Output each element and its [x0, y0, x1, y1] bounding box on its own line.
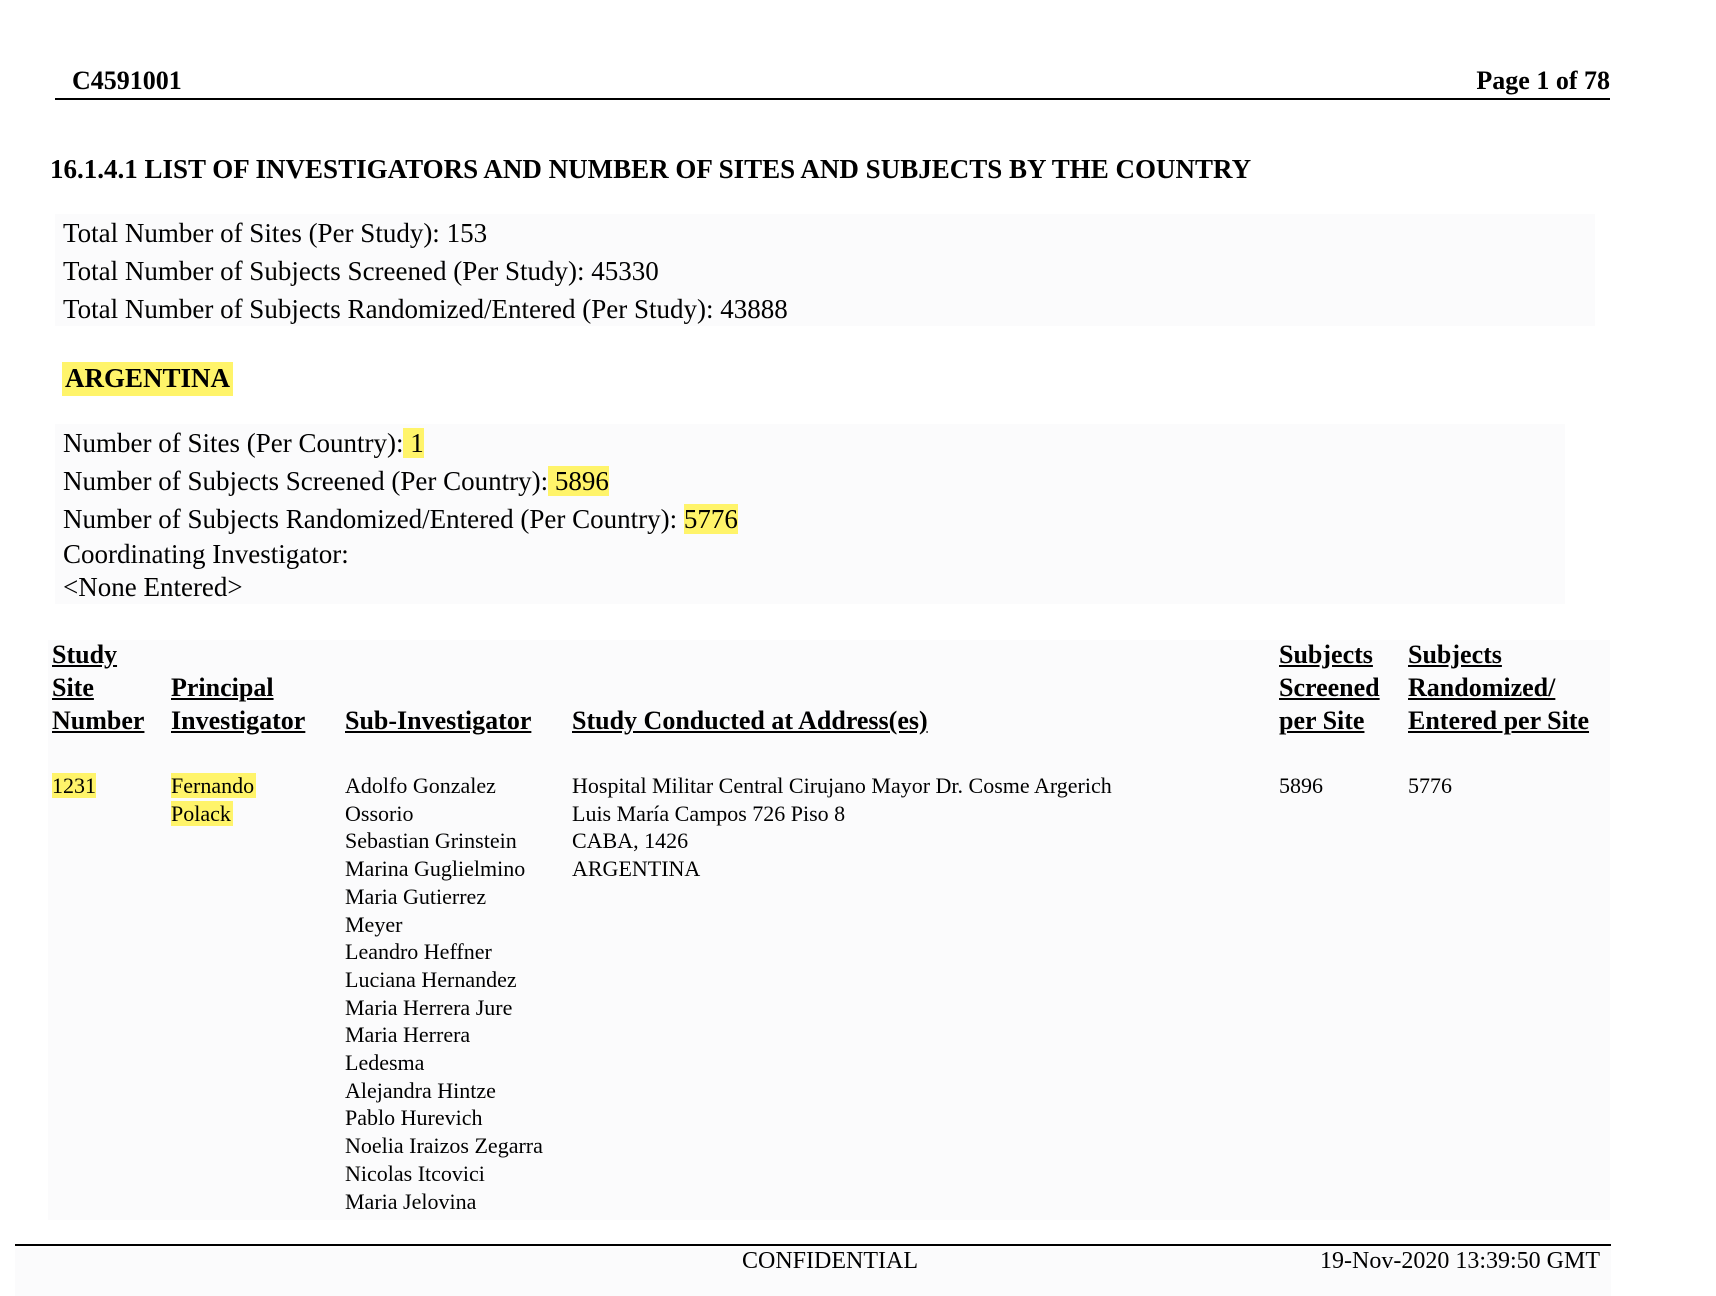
total-sites: Total Number of Sites (Per Study): 153 — [63, 218, 488, 248]
country-randomized-value: 5776 — [683, 504, 738, 534]
table-row-sub-investigators — [345, 772, 543, 1215]
country-screened — [55, 462, 1565, 500]
table-row-site-number: 1231 — [52, 773, 96, 798]
address-line: ARGENTINA — [572, 856, 701, 882]
sub-investigator-line: Sebastian Grinstein — [345, 828, 517, 854]
table-row-screened: 5896 — [1279, 773, 1323, 798]
country-sites-label: Number of Sites (Per Country): — [63, 428, 404, 458]
country-totals — [55, 424, 1565, 604]
table-row-principal-investigator: Fernando Polack — [171, 773, 255, 826]
country-randomized — [55, 500, 1565, 538]
address-line: Luis María Campos 726 Piso 8 — [572, 800, 846, 826]
study-totals — [55, 214, 1595, 326]
document-id: C4591001 — [72, 66, 182, 95]
sub-investigator-line: Maria Gutierrez — [345, 883, 487, 909]
country-sites — [55, 424, 1565, 462]
sub-investigator-line: Meyer — [345, 911, 403, 937]
sub-investigator-line: Nicolas Itcovici — [345, 1160, 485, 1186]
sub-investigator-line: Ledesma — [345, 1050, 425, 1076]
header-sub-investigator: Sub-Investigator — [345, 706, 532, 735]
sub-investigator-line: Maria Herrera — [345, 1022, 471, 1048]
sub-investigator-line: Noelia Iraizos Zegarra — [345, 1133, 543, 1159]
footer-timestamp: 19-Nov-2020 13:39:50 GMT — [1320, 1248, 1600, 1274]
sub-investigator-line: Maria Jelovina — [345, 1188, 477, 1214]
country-randomized-label: Number of Subjects Randomized/Entered (Per Country): — [63, 504, 678, 534]
footer-confidential: CONFIDENTIAL — [742, 1248, 918, 1274]
footer-rule — [15, 1244, 1611, 1246]
table-row-randomized: 5776 — [1408, 773, 1452, 798]
page-number: Page 1 of 78 — [1476, 66, 1610, 95]
sub-investigator-line: Luciana Hernandez — [345, 966, 517, 992]
sub-investigator-line: Maria Herrera Jure — [345, 994, 513, 1020]
header-subjects-randomized: Subjects Randomized/ Entered per Site — [1408, 640, 1590, 735]
table-row-address — [572, 772, 1112, 883]
country-screened-value: 5896 — [548, 466, 609, 496]
header-address: Study Conducted at Address(es) — [572, 706, 928, 735]
sub-investigator-line: Alejandra Hintze — [345, 1077, 496, 1103]
country-sites-value: 1 — [403, 428, 423, 458]
address-line: CABA, 1426 — [572, 828, 689, 854]
header-principal-investigator: Principal Investigator — [171, 673, 306, 735]
country-screened-label: Number of Subjects Screened (Per Country): — [63, 466, 549, 496]
sub-investigator-line: Pablo Hurevich — [345, 1105, 483, 1131]
address-line: Hospital Militar Central Cirujano Mayor Dr. Cosme Argerich — [572, 773, 1112, 798]
sub-investigator-line: Marina Guglielmino — [345, 856, 526, 882]
section-title: 16.1.4.1 LIST OF INVESTIGATORS AND NUMBER OF SITES AND SUBJECTS BY THE COUNTRY — [50, 154, 1252, 184]
total-randomized: Total Number of Subjects Randomized/Entered (Per Study): 43888 — [63, 294, 788, 324]
total-screened: Total Number of Subjects Screened (Per Study): 45330 — [63, 256, 659, 286]
coordinating-investigator-label: Coordinating Investigator: — [63, 539, 349, 569]
sub-investigator-line: Adolfo Gonzalez — [345, 773, 496, 798]
country-heading: ARGENTINA — [62, 362, 233, 396]
header-subjects-screened: Subjects Screened per Site — [1279, 640, 1380, 735]
sub-investigator-line: Ossorio — [345, 800, 414, 826]
coordinating-investigator-value: <None Entered> — [63, 572, 243, 602]
header-study-site-number: Study Site Number — [52, 640, 145, 735]
header-rule — [55, 98, 1610, 100]
sub-investigator-line: Leandro Heffner — [345, 939, 492, 965]
